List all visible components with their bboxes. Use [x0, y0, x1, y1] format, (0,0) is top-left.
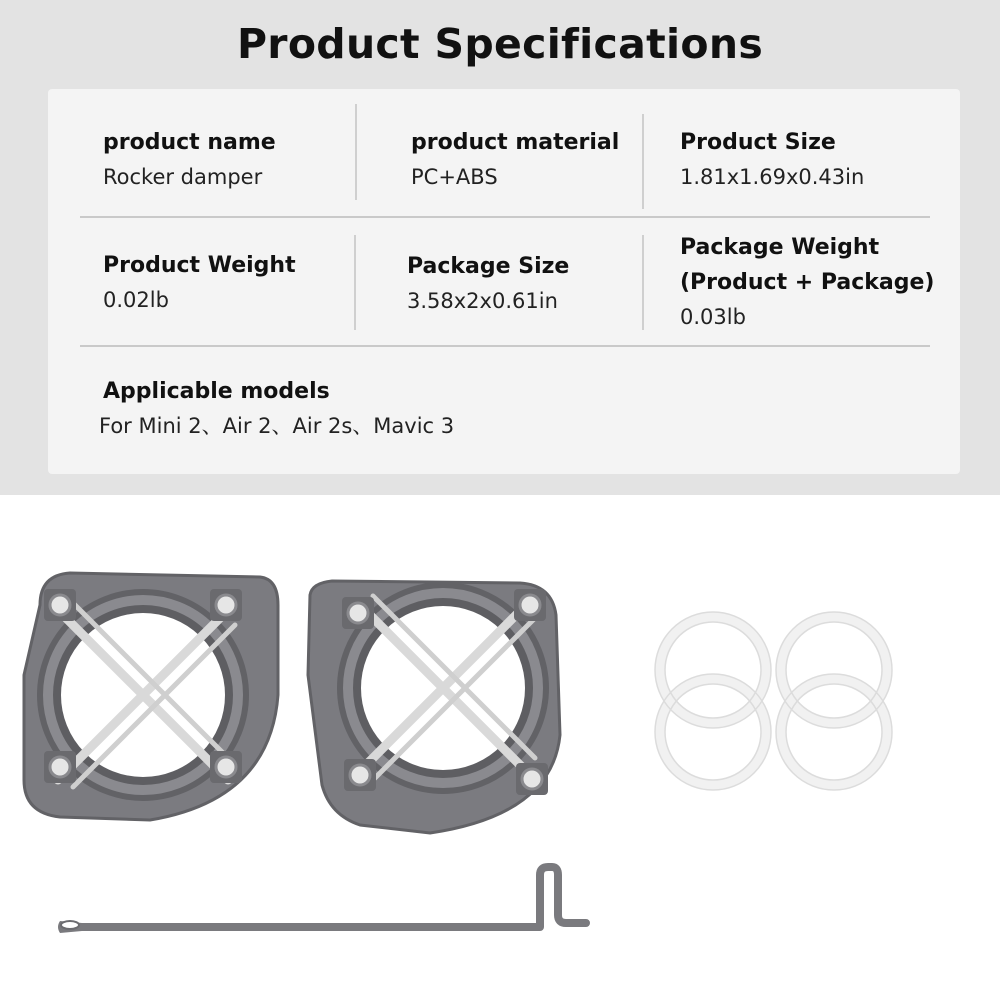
spec-product-name — [103, 125, 276, 195]
product-illustration — [0, 495, 1000, 1000]
spec-product-size — [680, 125, 864, 195]
col-divider-1b — [642, 114, 644, 209]
damper-right — [308, 581, 560, 833]
spec-product-material — [411, 125, 619, 195]
col-divider-1a — [355, 104, 357, 200]
spec-value: 1.81x1.69x0.43in — [680, 165, 865, 189]
spec-value: 0.02lb — [103, 288, 169, 312]
row-divider-1 — [80, 216, 930, 218]
product-photo — [0, 495, 1000, 1000]
spec-value: For Mini 2、Air 2、Air 2s、Mavic 3 — [99, 414, 455, 438]
spec-value: PC+ABS — [411, 165, 498, 189]
col-divider-2a — [354, 235, 356, 330]
spec-package-weight — [680, 230, 934, 335]
spec-label: Product Weight — [103, 253, 296, 278]
spec-label: Applicable models — [103, 379, 330, 404]
spec-value: Rocker damper — [103, 165, 263, 189]
o-rings — [660, 617, 887, 785]
damper-left — [24, 573, 278, 820]
spec-label: Product Size — [680, 130, 836, 155]
spec-label: product material — [411, 130, 620, 155]
spec-value: 0.03lb — [680, 305, 746, 329]
spec-applicable-models — [99, 374, 455, 444]
spec-label: Package Weight — [680, 235, 880, 260]
page-title: Product Specifications — [236, 20, 764, 68]
spec-product-weight — [103, 248, 296, 318]
spec-value: 3.58x2x0.61in — [407, 289, 558, 313]
col-divider-2b — [642, 235, 644, 330]
installation-tool — [58, 867, 586, 933]
spec-label: Package Size — [407, 254, 570, 279]
spec-label: product name — [103, 130, 276, 155]
spec-package-size — [407, 249, 569, 319]
spec-label-sub: (Product + Package) — [680, 270, 935, 295]
row-divider-2 — [80, 345, 930, 347]
